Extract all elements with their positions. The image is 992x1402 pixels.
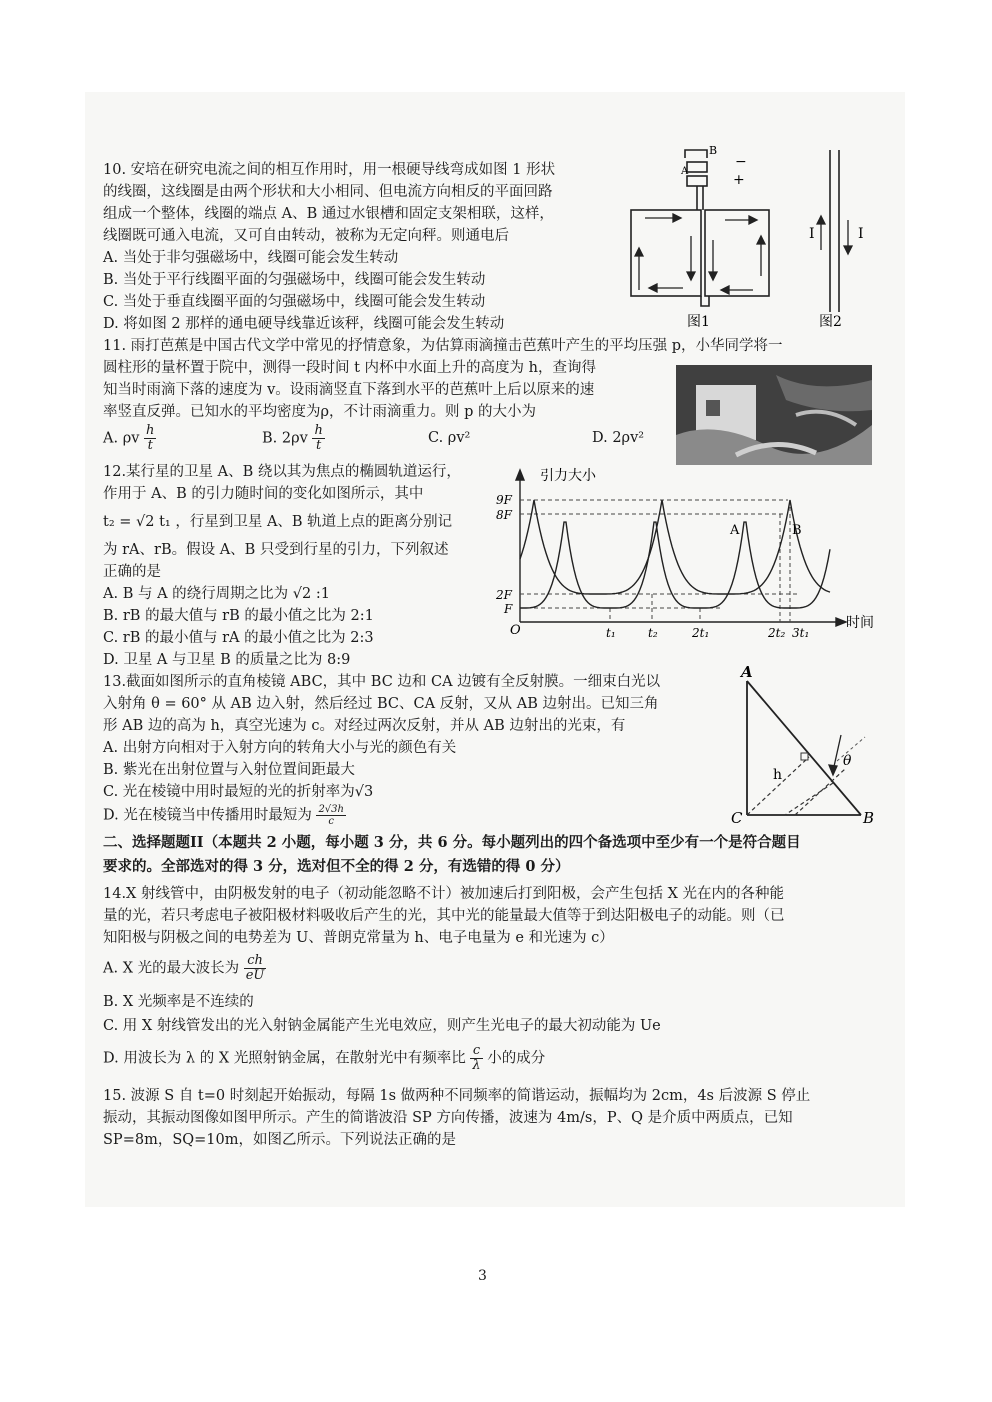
q11-option-b-text: B. 2ρv — [262, 430, 308, 447]
q12-option-d: D. 卫星 A 与卫星 B 的质量之比为 8:9 — [103, 652, 351, 668]
q10-line-3: 组成一个整体，线圈的端点 A、B 通过水银槽和固定支架相联，这样， — [103, 206, 554, 222]
q12-line-3: t₂ = √2 t₁ ，行星到卫星 A、B 轨道上点的距离分别记 — [103, 514, 453, 530]
fig2-caption: 图2 — [819, 314, 842, 330]
q14-option-d-suffix: 小的成分 — [487, 1050, 546, 1067]
fig1-plus: + — [733, 172, 745, 188]
fig2-current-right: I — [858, 226, 864, 242]
fig2-current-left: I — [809, 226, 815, 242]
q11-line-1: 11. 雨打芭蕉是中国古代文学中常见的抒情意象，为估算雨滴撞击芭蕉叶产生的平均压强 p，小华同学将一 — [103, 338, 783, 354]
q11-line-2: 圆柱形的量杯置于院中，测得一段时间 t 内杯中水面上升的高度为 h，查询得 — [103, 360, 596, 376]
q13-line-2: 入射角 θ = 60° 从 AB 边入射，然后经过 BC、CA 反射，又从 AB 边射出。已知三角 — [103, 696, 659, 712]
chart-origin: O — [510, 623, 521, 638]
prism-height-label: h — [773, 767, 783, 783]
q15-line-2: 振动，其振动图像如图甲所示。产生的简谐波沿 SP 方向传播，波速为 4m/s，P、Q 是介质中两质点，已知 — [103, 1110, 793, 1126]
q12-option-c: C. rB 的最小值与 rA 的最小值之比为 2:3 — [103, 630, 374, 646]
section-2-line-1: 二、选择题题II（本题共 2 小题，每小题 3 分，共 6 分。每小题列出的四个备选项中至少有一个是符合题目 — [103, 834, 801, 851]
q12-line-1: 12.某行星的卫星 A、B 绕以其为焦点的椭圆轨道运行， — [103, 464, 461, 480]
q14-option-a — [103, 954, 266, 983]
q10-figures — [625, 140, 875, 330]
q14-option-d-text: D. 用波长为 λ 的 X 光照射钠金属，在散射光中有频率比 — [103, 1050, 466, 1067]
q13-option-d-text: D. 光在棱镜当中传播用时最短为 — [103, 807, 312, 824]
q10-option-a: A. 当处于非匀强磁场中，线圈可能会发生转动 — [103, 250, 399, 266]
q11-option-a — [103, 424, 156, 453]
prism-vertex-b: B — [863, 809, 875, 825]
chart-y-label: 引力大小 — [540, 468, 596, 484]
q13-line-1: 13.截面如图所示的直角棱镜 ABC，其中 BC 边和 CA 边镀有全反射膜。一细束白光以 — [103, 674, 661, 690]
q14-option-a-fraction: $\frac{ch}{eU}$ — [245, 953, 265, 983]
q12-line-5: 正确的是 — [103, 564, 161, 580]
q13-option-c: C. 光在棱镜中用时最短的光的折射率为√3 — [103, 784, 374, 800]
x-tick-t2: t₂ — [648, 626, 658, 640]
q12-option-b: B. rB 的最大值与 rB 的最小值之比为 2:1 — [103, 608, 374, 624]
q11-option-d: D. 2ρv² — [592, 430, 645, 446]
x-tick-2t2: 2t₂ — [768, 626, 786, 640]
q10-option-b: B. 当处于平行线圈平面的匀强磁场中，线圈可能会发生转动 — [103, 272, 486, 288]
fig1-label-b: B — [709, 144, 718, 157]
prism-vertex-a: A — [741, 665, 753, 681]
curve-b-label: B — [792, 523, 802, 538]
q12-line-4: 为 rA、rB。假设 A、B 只受到行星的引力，下列叙述 — [103, 542, 449, 558]
y-tick-9F: 9F — [496, 493, 512, 507]
q13-option-d — [103, 804, 346, 827]
q11-line-4: 率竖直反弹。已知水的平均密度为ρ，不计雨滴重力。则 p 的大小为 — [103, 404, 537, 420]
q14-line-3: 知阳极与阴极之间的电势差为 U、普朗克常量为 h、电子电量为 e 和光速为 c） — [103, 930, 614, 946]
q11-line-3: 知当时雨滴下落的速度为 v。设雨滴竖直下落到水平的芭蕉叶上后以原来的速 — [103, 382, 595, 398]
gravity-force-chart — [490, 462, 880, 642]
q14-line-2: 量的光，若只考虑电子被阳极材料吸收后产生的光，其中光的能量最大值等于到达阳极电子的动能。则（已 — [103, 908, 785, 924]
page-number: 3 — [478, 1268, 487, 1284]
q12-line-2: 作用于 A、B 的引力随时间的变化如图所示，其中 — [103, 486, 424, 502]
prism-figure — [725, 665, 895, 825]
q10-option-c: C. 当处于垂直线圈平面的匀强磁场中，线圈可能会发生转动 — [103, 294, 486, 310]
q15-line-1: 15. 波源 S 自 t=0 时刻起开始振动，每隔 1s 做两种不同频率的简谐运动，振幅均为 2cm，4s 后波源 S 停止 — [103, 1088, 811, 1104]
q11-option-c: C. ρv² — [428, 430, 471, 446]
q14-option-d — [103, 1044, 545, 1073]
section-2-line-2: 要求的。全部选对的得 3 分，选对但不全的得 2 分，有选错的得 0 分） — [103, 858, 570, 875]
x-tick-3t1: 3t₁ — [792, 626, 810, 640]
fig1-label-a: A — [681, 166, 689, 177]
x-tick-t1: t₁ — [606, 626, 616, 640]
y-tick-8F: 8F — [496, 508, 512, 522]
q13-option-a: A. 出射方向相对于入射方向的转角大小与光的颜色有关 — [103, 740, 457, 756]
q10-line-1: 10. 安培在研究电流之间的相互作用时，用一根硬导线弯成如图 1 形状 — [103, 162, 556, 178]
q13-line-3: 形 AB 边的高为 h，真空光速为 c。对经过两次反射，并从 AB 边射出的光束，有 — [103, 718, 626, 734]
q11-option-a-fraction: $\frac{h}{t}$ — [146, 423, 155, 453]
prism-angle-label: θ — [843, 753, 852, 769]
curve-a-label: A — [730, 523, 740, 538]
x-tick-2t1: 2t₁ — [692, 626, 710, 640]
fig1-caption: 图1 — [687, 314, 710, 330]
y-tick-2F: 2F — [496, 588, 512, 602]
y-tick-F: F — [504, 602, 513, 616]
q13-option-b: B. 紫光在出射位置与入射位置间距最大 — [103, 762, 355, 778]
q10-option-d: D. 将如图 2 那样的通电硬导线靠近该秤，线圈可能会发生转动 — [103, 316, 505, 332]
chart-x-label: 时间 — [846, 615, 874, 631]
fig1-minus: − — [735, 154, 747, 170]
q15-line-3: SP=8m，SQ=10m，如图乙所示。下列说法正确的是 — [103, 1132, 456, 1148]
q11-option-b — [262, 424, 325, 453]
q11-option-b-fraction: $\frac{h}{t}$ — [314, 423, 323, 453]
q11-option-a-text: A. ρv — [103, 430, 140, 447]
q13-option-d-fraction: $\frac{2√3h}{c}$ — [318, 804, 344, 827]
q14-option-c: C. 用 X 射线管发出的光入射钠金属能产生光电效应，则产生光电子的最大初动能为 Ue — [103, 1018, 661, 1034]
q14-option-d-fraction: $\frac{c}{\lambda}$ — [472, 1043, 481, 1073]
q12-option-a: A. B 与 A 的绕行周期之比为 √2 :1 — [103, 586, 330, 602]
prism-vertex-c: C — [731, 809, 743, 825]
q14-option-a-text: A. X 光的最大波长为 — [103, 960, 240, 977]
banana-leaf-photo — [676, 365, 872, 465]
q14-option-b: B. X 光频率是不连续的 — [103, 994, 254, 1010]
q10-line-2: 的线圈，这线圈是由两个形状和大小相同、但电流方向相反的平面回路 — [103, 184, 553, 200]
q14-line-1: 14.X 射线管中，由阴极发射的电子（初动能忽略不计）被加速后打到阳极，会产生包括 X 光在内的各种能 — [103, 886, 785, 902]
q10-line-4: 线圈既可通入电流，又可自由转动，被称为无定向秤。则通电后 — [103, 228, 509, 244]
